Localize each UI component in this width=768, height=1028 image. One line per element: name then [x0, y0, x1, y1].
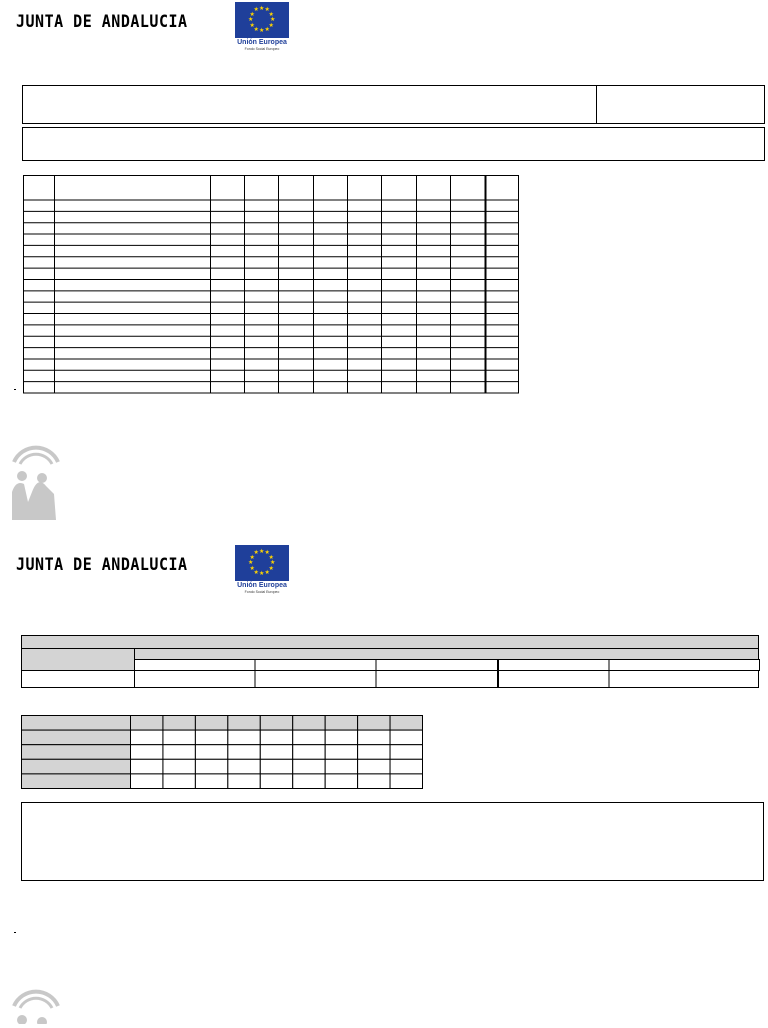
page-mark-2	[14, 932, 16, 933]
summary-table	[21, 635, 760, 688]
subtitle-box	[22, 127, 765, 161]
attendance-table-grid	[23, 175, 520, 394]
criteria-table	[21, 715, 424, 790]
page-mark	[14, 389, 16, 390]
eu-sublabel: Fondo Social Europeo	[244, 47, 280, 51]
eu-logo-2	[235, 545, 289, 595]
eu-label-2: Unión Europea	[237, 582, 287, 589]
org-logo-text-2: JUNTA DE ANDALUCIA	[16, 554, 188, 575]
criteria-table-grid	[21, 715, 424, 790]
eu-flag-icon: ★ ★ ★ ★ ★ ★ ★ ★ ★ ★ ★ ★	[235, 545, 289, 581]
andalucia-watermark-icon	[8, 976, 60, 1028]
eu-sublabel-2: Fondo Social Europeo	[244, 590, 280, 594]
summary-table-grid	[21, 635, 760, 688]
org-logo-text: JUNTA DE ANDALUCIA	[16, 11, 188, 32]
eu-logo	[235, 2, 289, 52]
observations-box	[21, 802, 764, 881]
eu-flag-icon: ★ ★ ★ ★ ★ ★ ★ ★ ★ ★ ★ ★	[235, 2, 289, 38]
title-box-left	[22, 85, 597, 124]
andalucia-watermark-icon	[8, 432, 60, 528]
eu-label: Unión Europea	[237, 39, 287, 46]
attendance-table	[23, 175, 520, 394]
title-box-right	[596, 85, 765, 124]
